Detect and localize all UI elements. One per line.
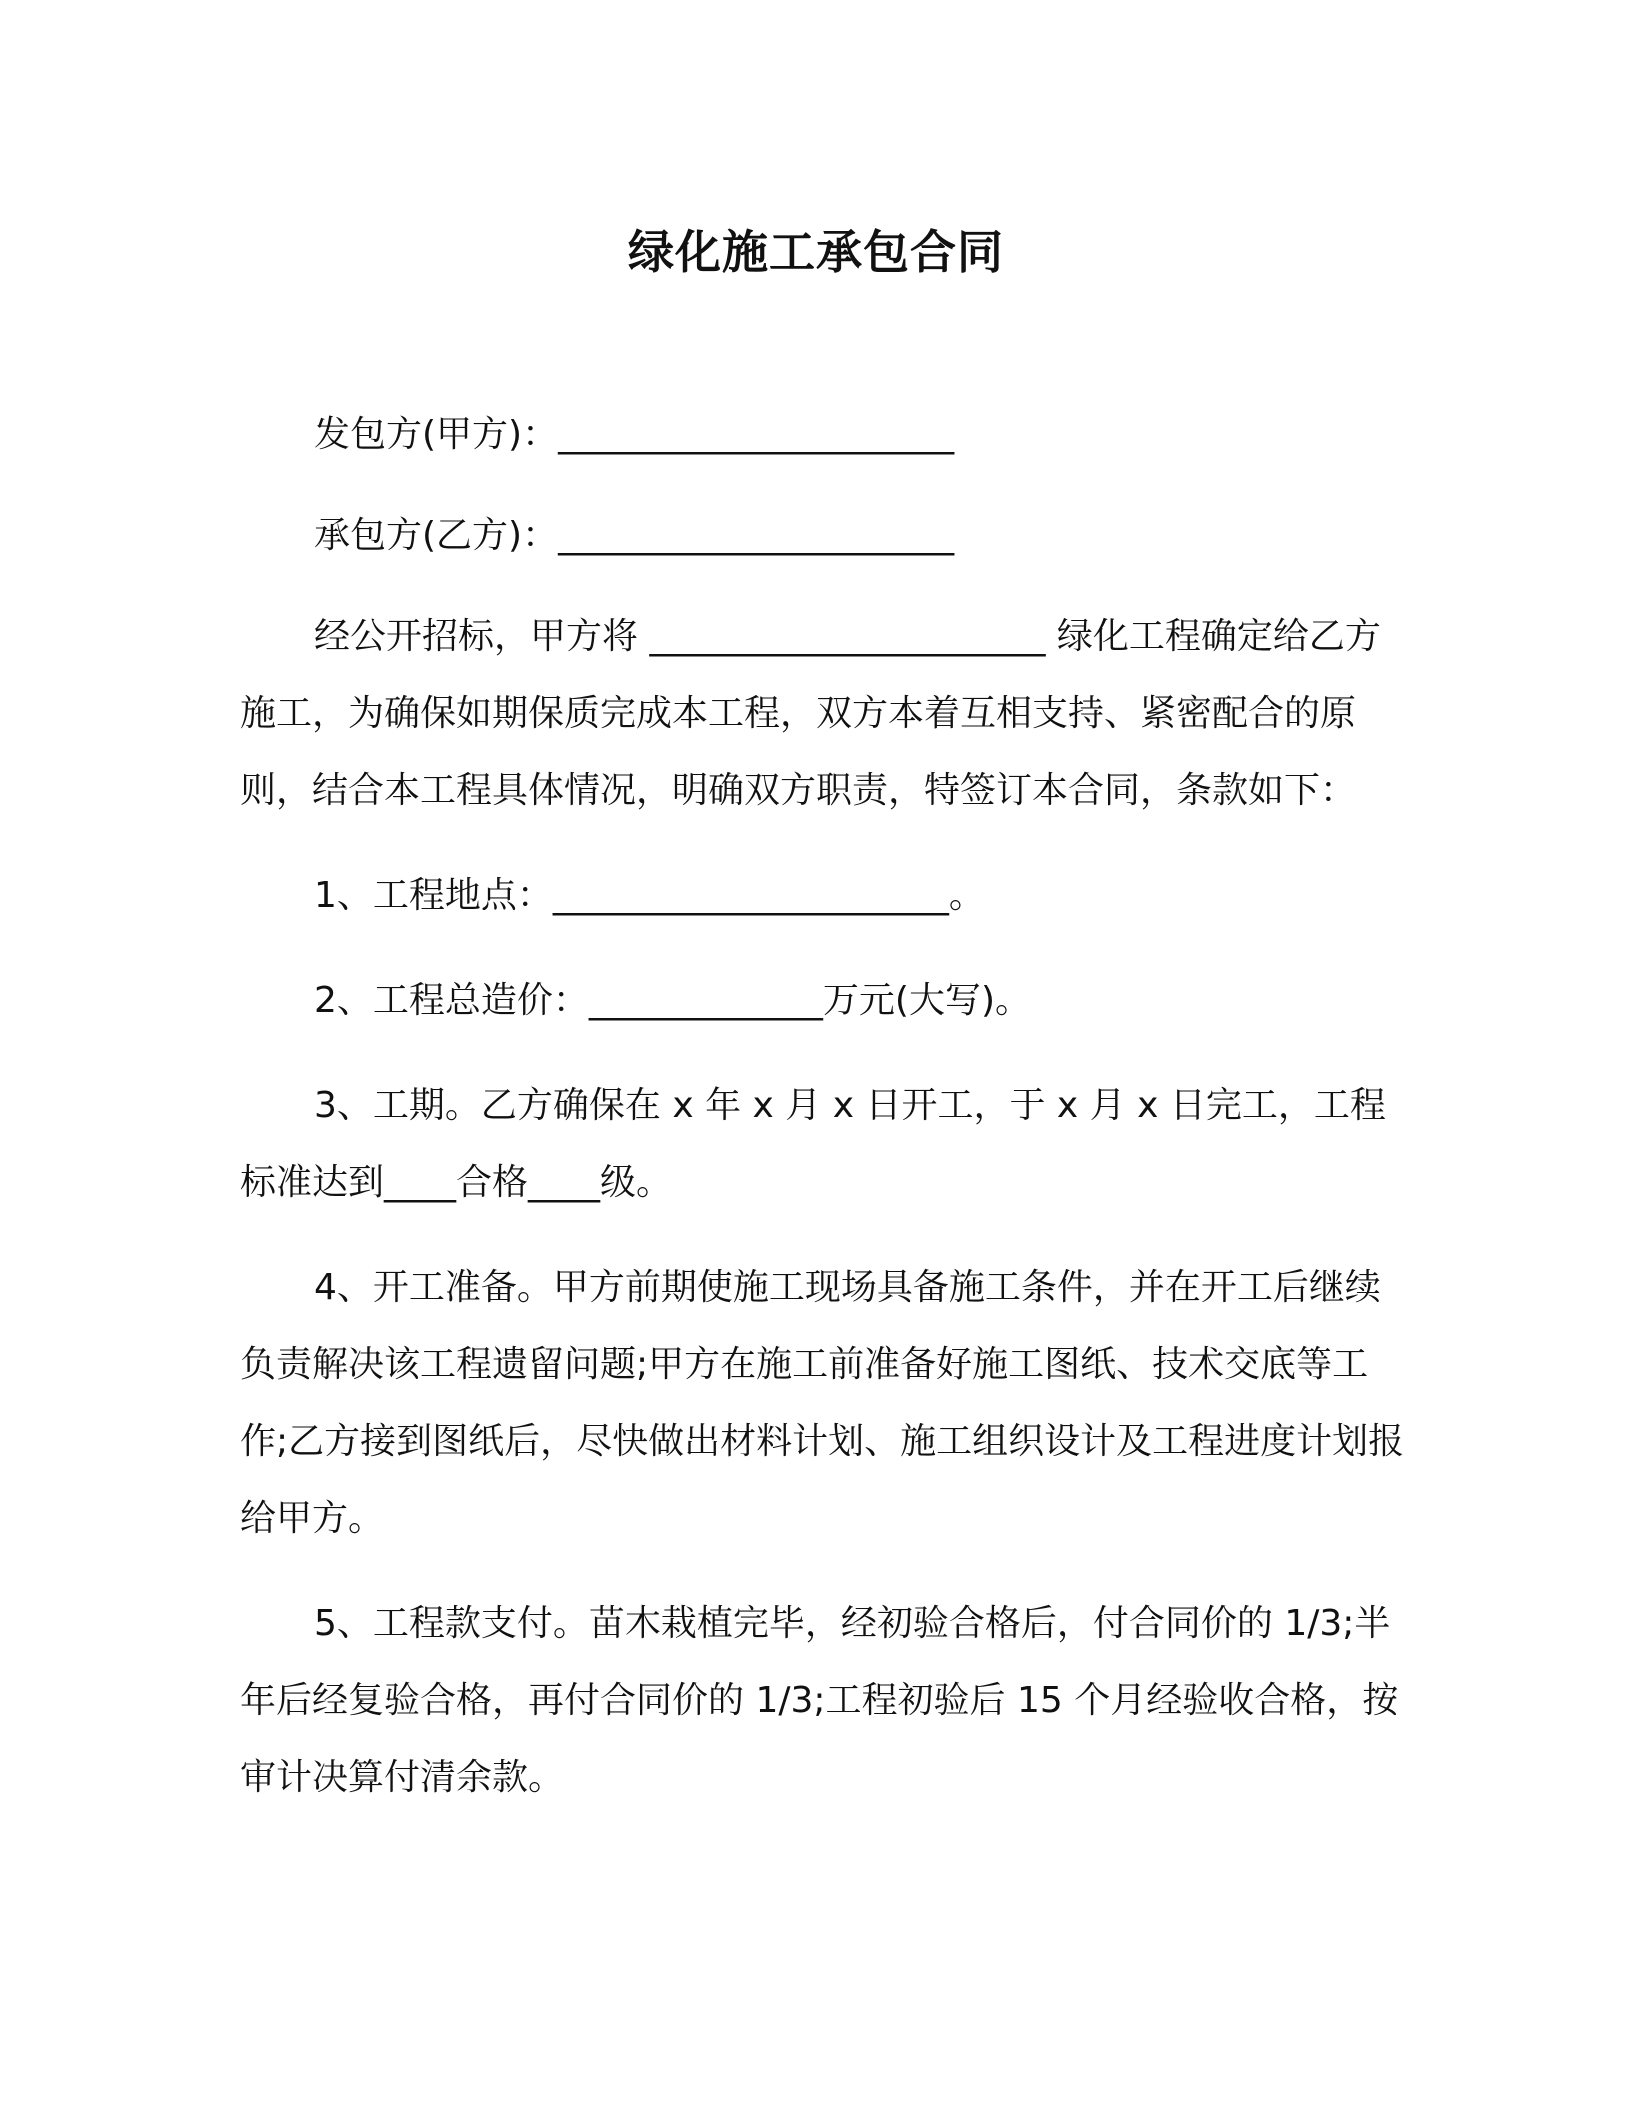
clause-2: 2、工程总造价：_____________万元(大写)。 [314,980,1031,1021]
clause-4: 4、开工准备。甲方前期使施工现场具备施工条件，并在开工后继续负责解决该工程遗留问题;甲方在施工前准备好施工图纸、技术交底等工作;乙方接到图纸后，尽快做出材料计划、施工组织设计及工程进度计划报给甲方。 [240,1267,1405,1539]
party-a-line: 发包方(甲方)：______________________ [314,414,955,455]
intro-paragraph: 经公开招标，甲方将 ______________________ 绿化工程确定给乙方施工，为确保如期保质完成本工程，双方本着互相支持、紧密配合的原则，结合本工程具体情况，明确双方职责，特签订本合同，条款如下： [240,616,1381,811]
document-body [240,396,1408,1816]
document-title: 绿化施工承包合同 [628,225,1004,279]
party-b-line: 承包方(乙方)：______________________ [314,515,955,556]
clause-3: 3、工期。乙方确保在 x 年 x 月 x 日开工，于 x 月 x 日完工，工程标准达到____合格____级。 [240,1085,1386,1203]
clause-1: 1、工程地点：______________________。 [314,875,985,916]
clause-5: 5、工程款支付。苗木栽植完毕，经初验合格后，付合同价的 1/3;半年后经复验合格，再付合同价的 1/3;工程初验后 15 个月经验收合格，按审计决算付清余款。 [240,1603,1399,1798]
